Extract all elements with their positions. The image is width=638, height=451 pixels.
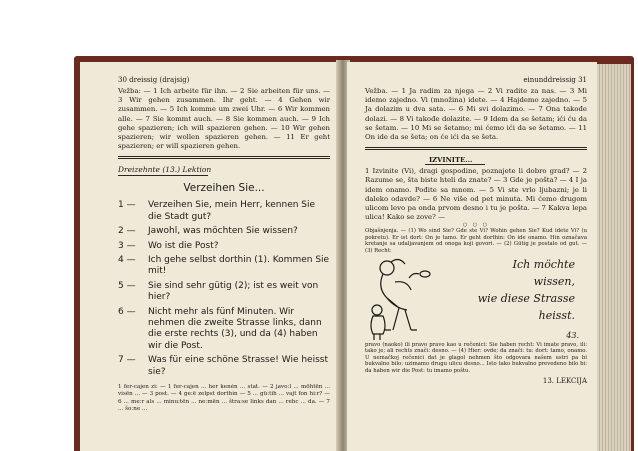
- divider: [365, 149, 587, 150]
- caption-line: wissen,: [533, 275, 575, 289]
- right-page-header: [365, 76, 587, 84]
- divider: [425, 164, 485, 165]
- line-number: 7 —: [118, 355, 136, 366]
- line-text: Jawohl, was möchten Sie wissen?: [148, 226, 298, 237]
- caption-line: Ich möchte: [512, 258, 575, 272]
- divider: [118, 175, 208, 176]
- divider: [118, 156, 330, 157]
- picture-number: 43.: [566, 331, 579, 341]
- chapter-footer: 13. LEKCIJA: [542, 377, 587, 386]
- translation-text: 1 Izvinite (Vi), dragi gospodine, poznajete li dobro grad? — 2 Razume se, šta biste hteli da znate? — 3 Gde je pošta? — 4 I ja idem onamo. Pođite sa mnom. — 5 Vi ste vrlo ljubazni; je li daleko odavde? — 6 Ne više od pet minuta. Mi ćemo drugom ulicom levo pa onda prvom desno i tu je pošta. — 7 Kakva lepa ulica! Kako se zove? —: [365, 167, 587, 222]
- divider: [118, 158, 330, 159]
- vezba-paragraph-german: Vežba: — 1 Ich arbeite für ihn. — 2 Sie arbeiten für uns. — 3 Wir gehen zusammen. Ihr geht. — 4 Gehen wir zusammen. — 5 Ich komme um zwei Uhr. — 6 Wir kommen alle. — 7 Sie kommt auch. — 8 Sie kommen auch. — 9 Ich gehe spazieren; ich will spazieren gehen. — 10 Wir gehen spazieren; wir wollen spazieren gehen. — 11 Er geht spazieren; er will spazieren gehen.: [118, 87, 330, 151]
- page-number-right: einunddreissig 31: [523, 76, 587, 84]
- lesson-heading: Dreizehnte (13.) Lektion: [118, 165, 212, 175]
- illustration-figures: [365, 254, 455, 342]
- line-text: Sie sind sehr gütig (2); ist es weit von hier?: [148, 280, 319, 303]
- line-number: 5 —: [118, 280, 136, 291]
- divider: [365, 147, 587, 148]
- dialog-line: [118, 307, 330, 353]
- line-number: 3 —: [118, 240, 136, 251]
- dialog-line: [118, 355, 330, 378]
- dialog-line: [118, 255, 330, 278]
- dialog-line: [118, 281, 330, 304]
- line-number: 2 —: [118, 226, 136, 237]
- line-text: Verzeihen Sie, mein Herr, kennen Sie die Stadt gut?: [148, 200, 316, 222]
- left-page-header: [118, 76, 330, 84]
- explanations-bottom: pravo (naoko) ili pravo pravo kao u rečenici: Sie haben recht: Vi imate pravo, ili: tako je; ali rechts znači: desno. — (4) Hier: ovde; da znači: tu: dort: tamo, onamo. U nemačkoj rečenici dat je glagol nehmen što odgovara našem ustri pa bi bukvalno bilo: uzimamo drugu ulicu desno... Isto tako bukvalno prevedeno bilo bi: da haben wir die Post: tu imamo poštu.: [365, 342, 587, 374]
- dialog-line: [118, 226, 330, 237]
- lesson-title: Verzeihen Sie...: [183, 182, 265, 195]
- left-page: [80, 62, 342, 451]
- handwritten-caption: [478, 256, 575, 324]
- dialog-line: [118, 241, 330, 252]
- page-number-left: 30 dreissig (drajsig): [118, 76, 190, 84]
- right-page: [347, 62, 597, 451]
- pronunciation-footnote: 1 fer-cajen zi: — 1 fer-cajen ... her kenėn ... stat. — 2 javo:l ... möhtën ... visën ... — 3 post. — 4 ge:ë zelpst dorthin — 5 ... gü:tih ... vajt fon hi:r? — 6 ... me:r als ... minu:tën ... ne:mën ... štra:se links dan ... rehc ... da. — 7 ... šo:ne ...: [118, 384, 330, 412]
- illustration: [365, 254, 587, 342]
- caption-line: heisst.: [538, 309, 575, 323]
- dialog-line: [118, 200, 330, 223]
- page-edges: [597, 64, 631, 451]
- line-text: Nicht mehr als fünf Minuten. Wir nehmen die zweite Strasse links, dann die erste rechts (3), und da (4) haben wir die Post.: [148, 306, 322, 351]
- line-text: Wo ist die Post?: [148, 240, 219, 251]
- dialog-list: [118, 200, 330, 378]
- line-text: Ich gehe selbst dorthin (1). Kommen Sie mit!: [148, 255, 330, 277]
- line-number: 1 —: [118, 200, 136, 211]
- section-separator: ○ ○ ○: [462, 222, 490, 229]
- translation-heading: IZVINITE...: [429, 156, 473, 165]
- caption-line: wie diese Strasse: [477, 292, 575, 306]
- explanations-top: Objašnjenja. — (1) Wo sind Sie? Gde ste Vi? Wohin gehen Sie? Kud idete Vi? (u pokretu). Er ist dort: On je tamo. Er geht dorthin: On ide onamo. Hin označava kretanje sa udaljavanjem od onoga koji govori. — (2) Gütig je postalo od gut. — (3) Recht:: [365, 228, 587, 254]
- line-number: 6 —: [118, 306, 136, 317]
- vezba-paragraph-serbian: Vežba. — 1 Ja radim za njega — 2 Vi radite za nas. — 3 Mi idemo zajedno. Vi (množina) idete. — 4 Hajdemo zajedno. — 5 Ja dolazim u dva sata. — 6 Mi svi dolazimo. — 7 Ona takođe dolazi. — 8 Vi takođe dolazite. — 9 Idem da se šetam; ići ću da se šetam. — 10 Mi se šetamo; mi ćemo ići da se šetamo. — 11 On ide da se šeta; on će ići da se šeta.: [365, 87, 587, 142]
- line-text: Was für eine schöne Strasse! Wie heisst sie?: [148, 355, 328, 377]
- line-number: 4 —: [118, 255, 136, 266]
